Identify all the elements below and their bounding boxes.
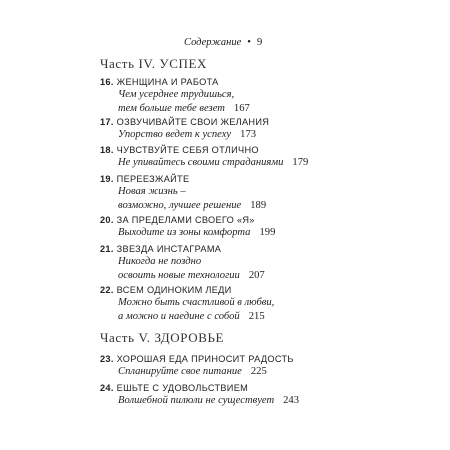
toc-entry-head [100,243,265,255]
toc-entry-title: ЗВЕЗДА ИНСТАГРАМА [116,244,222,254]
toc-entry-head [100,353,294,365]
toc-entry-subtitle-line [118,156,308,170]
toc-entry-page: 199 [259,227,276,238]
toc-entry-subtitle [100,128,269,142]
toc-entry-subtitle-text: Выходите из зоны комфорта [118,227,251,238]
toc-entry-page: 189 [250,200,267,211]
toc-entry-subtitle [100,394,299,408]
toc-entry-title: ЖЕНЩИНА И РАБОТА [116,77,219,87]
toc-entry-subtitle-line [118,394,299,408]
toc-entry-subtitle-line [118,199,266,213]
toc-entry-page: 207 [248,270,265,281]
toc-entry-title: ОЗВУЧИВАЙТЕ СВОИ ЖЕЛАНИЯ [116,117,270,127]
toc-entry-subtitle-text: возможно, лучшее решение [118,200,242,211]
toc-entry-title: ЗА ПРЕДЕЛАМИ СВОЕГО «Я» [116,215,255,225]
toc-entry-number: 24. [100,383,114,393]
toc-entry-head [100,382,299,394]
toc-entry-head [100,144,308,156]
toc-entry[interactable] [100,214,275,240]
toc-entry-subtitle-line [118,269,265,283]
toc-entry-head [100,76,250,88]
toc-entry-subtitle-text: освоить новые технологии [118,270,240,281]
toc-entry-number: 23. [100,354,114,364]
toc-entry[interactable] [100,116,269,142]
toc-entry-subtitle [100,255,265,283]
toc-entry-number: 20. [100,215,114,225]
toc-entry-subtitle-line: Чем усерднее трудишься, [118,89,235,100]
toc-entry-subtitle [100,185,266,213]
toc-entry-head [100,173,266,185]
toc-entry-page: 179 [292,157,309,168]
toc-entry-title: ХОРОШАЯ ЕДА ПРИНОСИТ РАДОСТЬ [116,354,294,364]
toc-entry-number: 22. [100,285,114,295]
toc-entry-head [100,116,269,128]
toc-entry[interactable] [100,284,274,324]
toc-entry-subtitle [100,296,274,324]
toc-entry-subtitle-text: Не упивайтесь своими страданиями [118,157,284,168]
toc-entry-number: 16. [100,77,114,87]
toc-entry[interactable] [100,76,250,116]
toc-entry-page: 167 [233,103,250,114]
toc-entry-subtitle [100,365,294,379]
toc-entry-page: 225 [250,366,267,377]
toc-entry-page: 173 [240,129,257,140]
toc-entry[interactable] [100,173,266,213]
toc-entry[interactable] [100,144,308,170]
toc-entry-title: ЧУВСТВУЙТЕ СЕБЯ ОТЛИЧНО [116,145,259,155]
part-heading-health: Часть V. ЗДОРОВЬЕ [100,330,225,345]
header-separator: • [247,37,251,48]
toc-entry-title: ПЕРЕЕЗЖАЙТЕ [116,174,190,184]
running-header [184,37,262,48]
toc-entry-subtitle-text: Упорство ведет к успеху [118,129,232,140]
header-title: Содержание [184,37,242,48]
toc-entry-title: ВСЕМ ОДИНОКИМ ЛЕДИ [116,285,232,295]
toc-entry-subtitle-line [118,365,294,379]
toc-entry[interactable] [100,353,294,379]
toc-entry[interactable] [100,243,265,283]
toc-entry-subtitle-line: Новая жизнь – [118,186,186,197]
toc-entry-subtitle-line [118,226,275,240]
toc-entry-head [100,284,274,296]
toc-entry-page: 215 [248,311,265,322]
toc-entry-subtitle-line: Можно быть счастливой в любви, [118,297,275,308]
toc-entry-number: 19. [100,174,114,184]
toc-entry[interactable] [100,382,299,408]
toc-entry-subtitle-line [118,128,269,142]
toc-entry-subtitle [100,88,250,116]
toc-entry-subtitle-text: Спланируйте свое питание [118,366,242,377]
toc-entry-subtitle [100,226,275,240]
toc-entry-number: 18. [100,145,114,155]
part-heading-success: Часть IV. УСПЕХ [100,56,207,71]
toc-entry-subtitle-line: Никогда не поздно [118,256,202,267]
header-page-number: 9 [256,37,263,48]
toc-entry-subtitle-line [118,102,250,116]
toc-entry-subtitle-text: тем больше тебе везет [118,103,225,114]
toc-entry-number: 21. [100,244,114,254]
toc-entry-subtitle [100,156,308,170]
toc-entry-subtitle-line [118,310,274,324]
toc-entry-head [100,214,275,226]
toc-entry-page: 243 [283,395,300,406]
toc-entry-subtitle-text: Волшебной пилюли не существует [118,395,275,406]
toc-entry-subtitle-text: а можно и наедине с собой [118,311,240,322]
toc-entry-number: 17. [100,117,114,127]
toc-entry-title: ЕШЬТЕ С УДОВОЛЬСТВИЕМ [116,383,249,393]
